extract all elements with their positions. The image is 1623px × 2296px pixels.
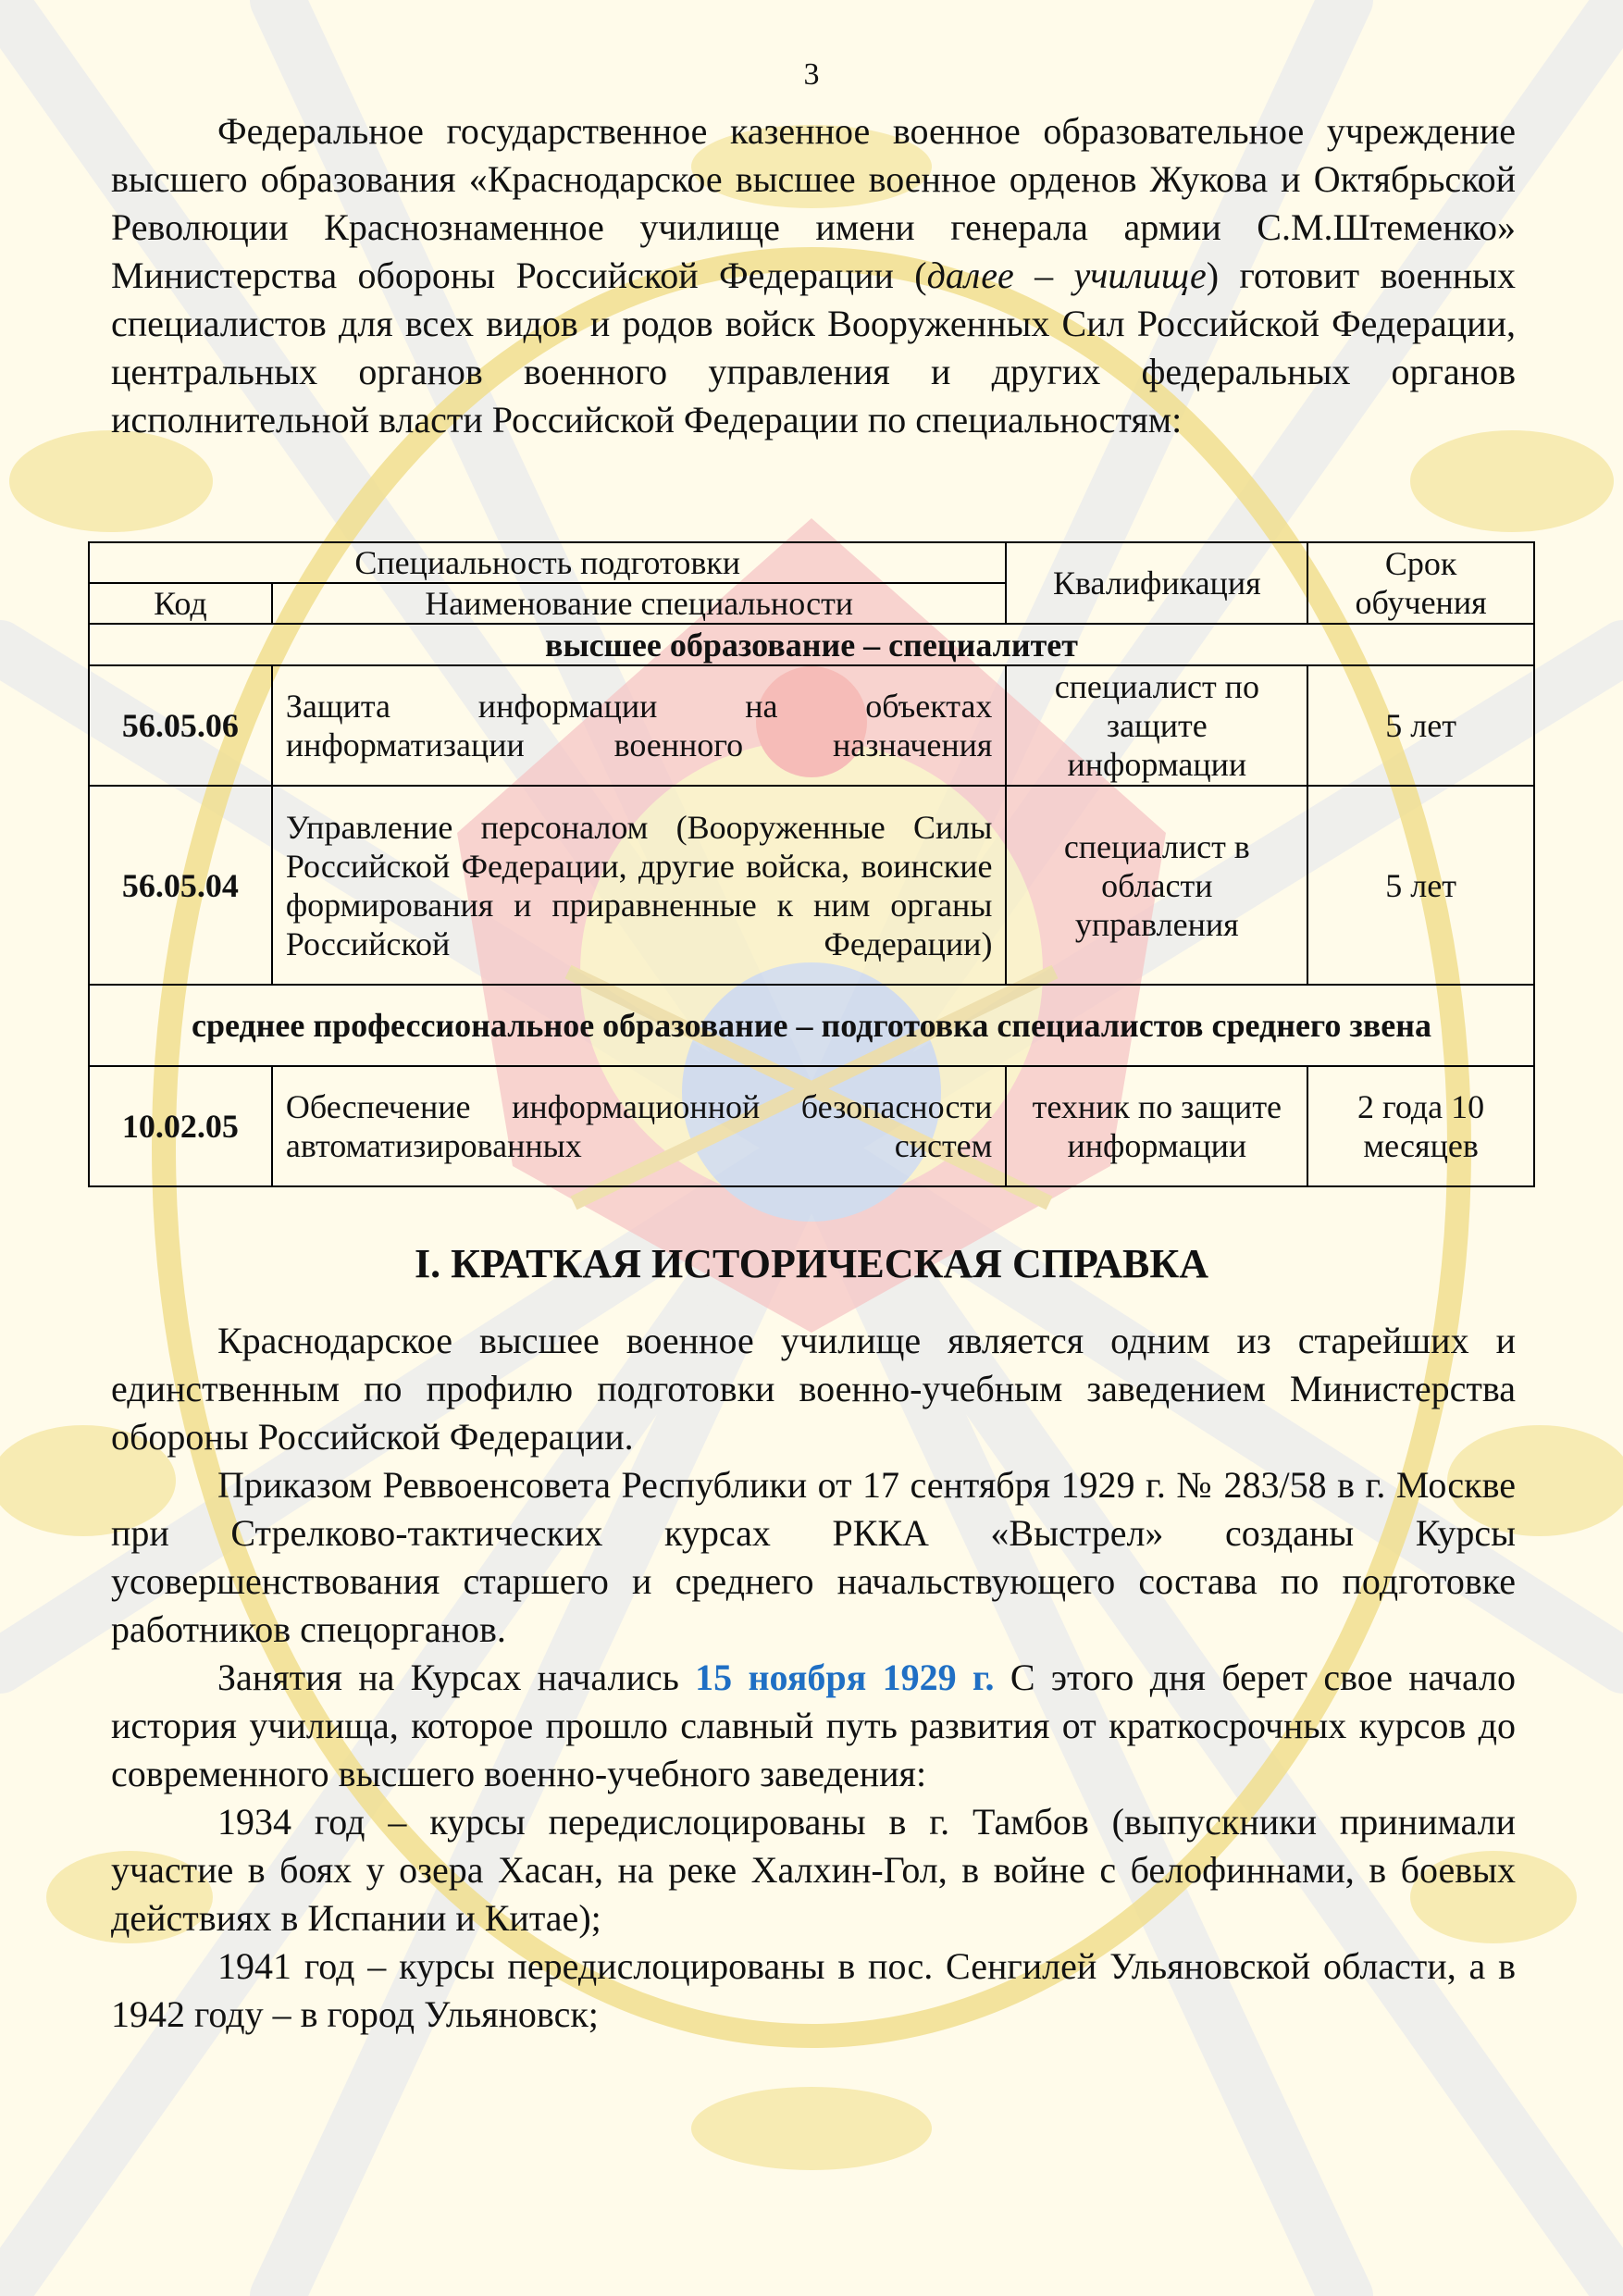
table-row [89,1066,1534,1186]
intro-before: Федеральное государственное казенное военное образовательное учреждение высшего образования «Краснодарское высшее военное орденов Жукова и Октябрьской Революции Краснознаменное училище имени генерала армии С.М.Штеменко» Министерства обороны Российской Федерации ( [111,110,1516,296]
header-name: Наименование специальности [272,583,1007,624]
row-qualification: техник по защите информации [1006,1066,1307,1186]
section-title: высшее образование – специалитет [89,624,1534,665]
founding-date: 15 ноября 1929 г. [695,1657,995,1698]
row-term: 5 лет [1307,665,1534,786]
intro-after: ) готовит военных специалистов для всех видов и родов войск Вооруженных Сил Российской Федерации, центральных органов военного управления и других федеральных органов исполнительной власти Российской Федерации по специальностям: [111,254,1516,441]
row-qualification: специалист в области управления [1006,786,1307,985]
header-qualification: Квалификация [1006,542,1307,624]
section-heading: I. КРАТКАЯ ИСТОРИЧЕСКАЯ СПРАВКА [415,1241,1208,1286]
header-term: Срок обучения [1307,542,1534,624]
row-term: 5 лет [1307,786,1534,985]
row-qualification: специалист по защите информации [1006,665,1307,786]
history-paragraph-5: 1941 год – курсы передислоцированы в пос. Сенгилей Ульяновской области, а в 1942 году – в город Ульяновск; [111,1945,1516,2035]
page-number: 3 [803,57,820,92]
row-name: Защита информации на объектах информатизации военного назначения [272,665,1007,786]
p3-before: Занятия на Курсах начались [217,1657,696,1698]
row-code: 56.05.06 [89,665,272,786]
row-code: 56.05.04 [89,786,272,985]
history-paragraph-2: Приказом Реввоенсовета Республики от 17 сентября 1929 г. № 283/58 в г. Москве при Стрелково-тактических курсах РККА «Выстрел» созданы Курсы усовершенствования старшего и среднего начальствующего состава по подготовке работников спецорганов. [111,1464,1516,1650]
row-code: 10.02.05 [89,1066,272,1186]
intro-italic: далее – училище [926,254,1207,296]
intro-paragraph [111,107,1516,444]
p3-after: С этого дня берет свое начало история училища, которое прошло славный путь развития от краткосрочных курсов до современного высшего военно-учебного заведения: [111,1657,1517,1794]
row-name: Обеспечение информационной безопасности автоматизированных систем [272,1066,1007,1186]
table-row [89,665,1534,786]
history-paragraph-1: Краснодарское высшее военное училище является одним из старейших и единственным по профилю подготовки военно-учебным заведением Министерства обороны Российской Федерации. [111,1320,1516,1458]
history-text [111,1317,1516,2039]
history-paragraph-3 [111,1654,1516,1798]
header-specialty: Специальность подготовки [89,542,1006,583]
section-title: среднее профессиональное образование – подготовка специалистов среднего звена [89,985,1534,1066]
table-row [89,786,1534,985]
row-term: 2 года 10 месяцев [1307,1066,1534,1186]
specialties-table [88,541,1535,1187]
header-code: Код [89,583,272,624]
history-paragraph-4: 1934 год – курсы передислоцированы в г. Тамбов (выпускники принимали участие в боях у озера Хасан, на реке Халхин-Гол, в войне с белофиннами, в боевых действиях в Испании и Китае); [111,1801,1516,1939]
row-name: Управление персоналом (Вооруженные Силы Российской Федерации, другие войска, воинские формирования и приравненные к ним органы Российской Федерации) [272,786,1007,985]
